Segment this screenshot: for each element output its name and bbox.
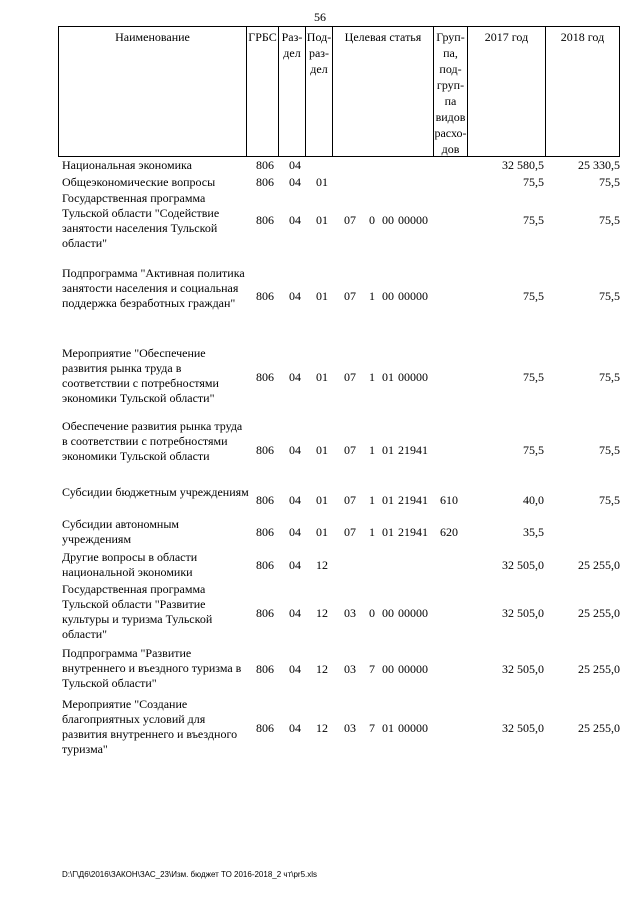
row-2018: 25 330,5 xyxy=(578,158,620,172)
row-grbs: 806 xyxy=(256,558,274,572)
row-main-event: 01 xyxy=(382,721,394,735)
row-main-event: 00 xyxy=(382,289,394,303)
row-2018: 25 255,0 xyxy=(578,606,620,620)
row-main-event: 01 xyxy=(382,493,394,507)
row-name: Национальная экономика xyxy=(62,158,192,172)
row-name: Мероприятие "Создание благоприятных условий для развития внутреннего и въездного туризма" xyxy=(62,697,238,756)
row-direction: 00000 xyxy=(398,662,428,676)
row-direction: 21941 xyxy=(398,443,428,457)
row-2017: 32 505,0 xyxy=(502,606,544,620)
row-2018: 25 255,0 xyxy=(578,662,620,676)
row-subprogram: 1 xyxy=(369,525,375,539)
row-subprogram: 1 xyxy=(369,493,375,507)
row-razdel: 04 xyxy=(289,558,301,572)
row-2018: 75,5 xyxy=(599,175,620,189)
row-razdel: 04 xyxy=(289,289,301,303)
row-direction: 00000 xyxy=(398,213,428,227)
row-main-event: 00 xyxy=(382,213,394,227)
row-2018: 75,5 xyxy=(599,370,620,384)
row-podrazdel: 12 xyxy=(316,721,328,735)
row-main-event: 01 xyxy=(382,443,394,457)
row-2017: 32 505,0 xyxy=(502,662,544,676)
row-2018: 75,5 xyxy=(599,213,620,227)
row-name: Обеспечение развития рынка труда в соответствии с потребностями экономики Тульской области xyxy=(62,419,243,463)
row-expense-type: 610 xyxy=(440,493,458,507)
row-2018: 75,5 xyxy=(599,443,620,457)
row-2018: 75,5 xyxy=(599,493,620,507)
row-grbs: 806 xyxy=(256,175,274,189)
row-program: 03 xyxy=(344,721,356,735)
row-podrazdel: 01 xyxy=(316,289,328,303)
header-vr: Груп- па, под- груп- па видов расхо- дов xyxy=(433,27,467,156)
row-program: 07 xyxy=(344,525,356,539)
row-subprogram: 7 xyxy=(369,662,375,676)
row-razdel: 04 xyxy=(289,721,301,735)
row-program: 03 xyxy=(344,606,356,620)
row-2018: 25 255,0 xyxy=(578,721,620,735)
row-grbs: 806 xyxy=(256,525,274,539)
row-2018: 25 255,0 xyxy=(578,558,620,572)
row-2018: 75,5 xyxy=(599,289,620,303)
row-podrazdel: 01 xyxy=(316,370,328,384)
row-name: Субсидии бюджетным учреждениям xyxy=(62,485,249,499)
row-2017: 75,5 xyxy=(523,175,544,189)
row-name: Подпрограмма "Активная политика занятости населения и социальная поддержка безработных граждан" xyxy=(62,266,245,310)
row-program: 07 xyxy=(344,213,356,227)
row-podrazdel: 01 xyxy=(316,175,328,189)
row-2017: 40,0 xyxy=(523,493,544,507)
header-razdel: Раз- дел xyxy=(278,27,305,156)
row-main-event: 00 xyxy=(382,662,394,676)
row-podrazdel: 12 xyxy=(316,662,328,676)
row-2017: 32 505,0 xyxy=(502,721,544,735)
row-2017: 75,5 xyxy=(523,370,544,384)
row-2017: 75,5 xyxy=(523,443,544,457)
page-number: 56 xyxy=(314,10,326,24)
row-program: 07 xyxy=(344,443,356,457)
row-podrazdel: 01 xyxy=(316,213,328,227)
row-name: Субсидии автономным учреждениям xyxy=(62,517,179,546)
row-program: 03 xyxy=(344,662,356,676)
row-name: Другие вопросы в области национальной экономики xyxy=(62,550,198,579)
row-program: 07 xyxy=(344,289,356,303)
row-name: Подпрограмма "Развитие внутреннего и въездного туризма в Тульской области" xyxy=(62,646,242,690)
row-razdel: 04 xyxy=(289,213,301,227)
row-2017: 75,5 xyxy=(523,289,544,303)
row-name: Государственная программа Тульской области "Содействие занятости населения Тульской области" xyxy=(62,191,220,250)
row-direction: 00000 xyxy=(398,370,428,384)
row-main-event: 01 xyxy=(382,370,394,384)
row-subprogram: 1 xyxy=(369,289,375,303)
row-razdel: 04 xyxy=(289,158,301,172)
row-podrazdel: 12 xyxy=(316,558,328,572)
row-direction: 00000 xyxy=(398,289,428,303)
row-podrazdel: 12 xyxy=(316,606,328,620)
row-razdel: 04 xyxy=(289,662,301,676)
row-grbs: 806 xyxy=(256,213,274,227)
row-grbs: 806 xyxy=(256,443,274,457)
row-grbs: 806 xyxy=(256,606,274,620)
header-podrazdel: Под- раз- дел xyxy=(305,27,332,156)
row-razdel: 04 xyxy=(289,175,301,189)
file-path-footer: D:\Г\Д6\2016\ЗАКОН\ЗАС_23\Изм. бюджет ТО 2016-2018_2 чт\pr5.xls xyxy=(62,870,318,879)
row-subprogram: 7 xyxy=(369,721,375,735)
row-main-event: 01 xyxy=(382,525,394,539)
row-razdel: 04 xyxy=(289,370,301,384)
row-main-event: 00 xyxy=(382,606,394,620)
row-podrazdel: 01 xyxy=(316,525,328,539)
row-podrazdel: 01 xyxy=(316,443,328,457)
row-name: Мероприятие "Обеспечение развития рынка труда в соответствии с потребностями экономики Тульской области" xyxy=(62,346,219,405)
row-direction: 00000 xyxy=(398,606,428,620)
row-subprogram: 0 xyxy=(369,213,375,227)
header-name: Наименование xyxy=(58,27,246,156)
row-subprogram: 1 xyxy=(369,443,375,457)
row-razdel: 04 xyxy=(289,443,301,457)
header-grbs: ГРБС xyxy=(246,27,278,156)
row-grbs: 806 xyxy=(256,370,274,384)
row-name: Общеэкономические вопросы xyxy=(62,175,216,189)
row-direction: 00000 xyxy=(398,721,428,735)
row-name: Государственная программа Тульской области "Развитие культуры и туризма Тульской области" xyxy=(62,582,213,641)
row-2017: 75,5 xyxy=(523,213,544,227)
row-razdel: 04 xyxy=(289,606,301,620)
row-2017: 32 580,5 xyxy=(502,158,544,172)
row-2017: 32 505,0 xyxy=(502,558,544,572)
row-razdel: 04 xyxy=(289,525,301,539)
row-expense-type: 620 xyxy=(440,525,458,539)
row-program: 07 xyxy=(344,493,356,507)
table-header xyxy=(58,26,620,157)
row-podrazdel: 01 xyxy=(316,493,328,507)
row-direction: 21941 xyxy=(398,493,428,507)
row-grbs: 806 xyxy=(256,721,274,735)
row-subprogram: 0 xyxy=(369,606,375,620)
row-grbs: 806 xyxy=(256,662,274,676)
row-grbs: 806 xyxy=(256,289,274,303)
row-program: 07 xyxy=(344,370,356,384)
header-2018: 2018 год xyxy=(545,27,620,156)
header-target: Целевая статья xyxy=(332,27,433,156)
row-grbs: 806 xyxy=(256,158,274,172)
row-2017: 35,5 xyxy=(523,525,544,539)
header-2017: 2017 год xyxy=(467,27,545,156)
row-grbs: 806 xyxy=(256,493,274,507)
row-subprogram: 1 xyxy=(369,370,375,384)
row-direction: 21941 xyxy=(398,525,428,539)
row-razdel: 04 xyxy=(289,493,301,507)
